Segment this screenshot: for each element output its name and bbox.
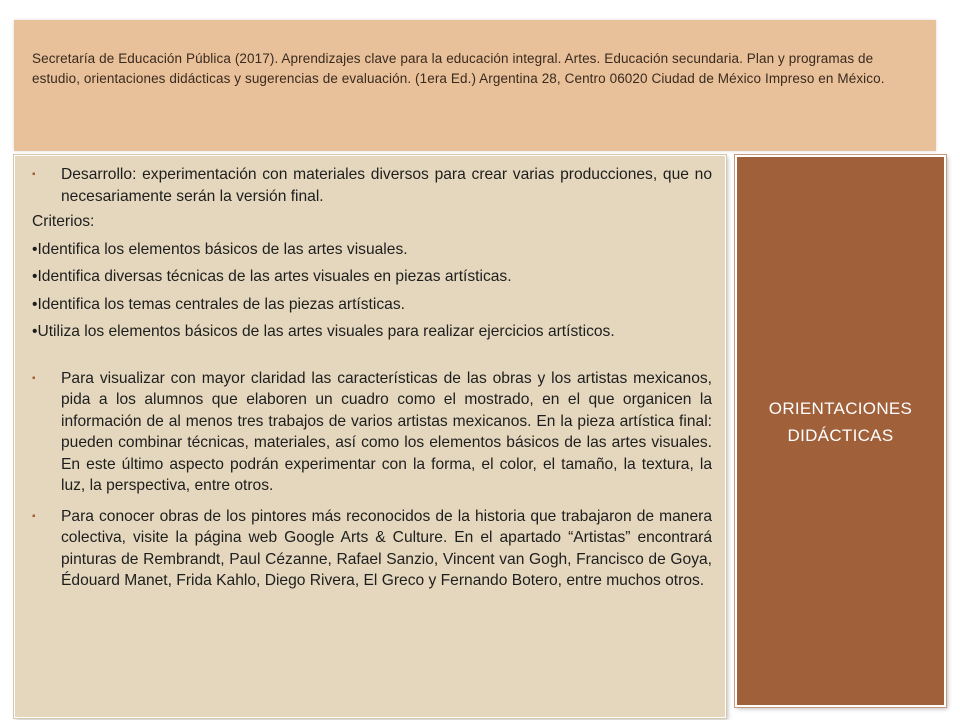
orientaciones-panel: [735, 155, 946, 707]
bullet-cuadro: [32, 368, 712, 497]
content-panel: [14, 155, 726, 718]
criteria-item: •Identifica los temas centrales de las piezas artísticas.: [32, 295, 405, 313]
title-line-1: ORIENTACIONES: [768, 399, 913, 418]
citation-text: Secretaría de Educación Pública (2017). Aprendizajes clave para la educación integral. Artes. Educación secundaria. Plan y programas de estudio, orientaciones didácticas y sugerencias de evaluación. (1era Ed.) Argentina 28, Centro 06020 Ciudad de México Impreso en México.: [32, 51, 885, 86]
square-bullet-icon: ▪: [32, 510, 36, 522]
square-bullet-icon: ▪: [32, 372, 36, 384]
square-bullet-icon: ▪: [32, 169, 36, 180]
bullet-desarrollo-text: Desarrollo: experimentación con materiales diversos para crear varias producciones, que no necesariamente serán la versión final.: [61, 166, 712, 205]
criteria-label: Criterios:: [32, 213, 95, 230]
citation-header: [14, 20, 936, 151]
title-line-2: DIDÁCTICAS: [787, 426, 894, 445]
bullet-google-arts: [32, 506, 712, 592]
criteria-item: •Utiliza los elementos básicos de las artes visuales para realizar ejercicios artísticos.: [32, 323, 615, 340]
bullet-desarrollo: [32, 164, 712, 207]
criteria-item: •Identifica los elementos básicos de las artes visuales.: [32, 240, 408, 258]
criteria-item: •Identifica diversas técnicas de las artes visuales en piezas artísticas.: [32, 268, 512, 285]
orientaciones-title: [769, 395, 912, 467]
bullet-cuadro-text: Para visualizar con mayor claridad las características de las obras y los artistas mexicanos, pida a los alumnos que elaboren un cuadro como el mostrado, en el que organicen la información de al menos tres trabajos de varios artistas mexicanos. En la pieza artística final: pueden combinar técnicas, materiales, así como los elementos básicos de las artes visuales. En este último aspecto podrán experimentar con la forma, el color, el tamaño, la textura, la luz, la perspectiva, entre otros.: [61, 369, 712, 494]
bullet-google-arts-text: Para conocer obras de los pintores más reconocidos de la historia que trabajaron de manera colectiva, visite la página web Google Arts & Culture. En el apartado “Artistas” encontrará pinturas de Rembrandt, Paul Cézanne, Rafael Sanzio, Vincent van Gogh, Francisco de Goya, Édouard Manet, Frida Kahlo, Diego Rivera, El Greco y Fernando Botero, entre muchos otros.: [61, 507, 712, 589]
